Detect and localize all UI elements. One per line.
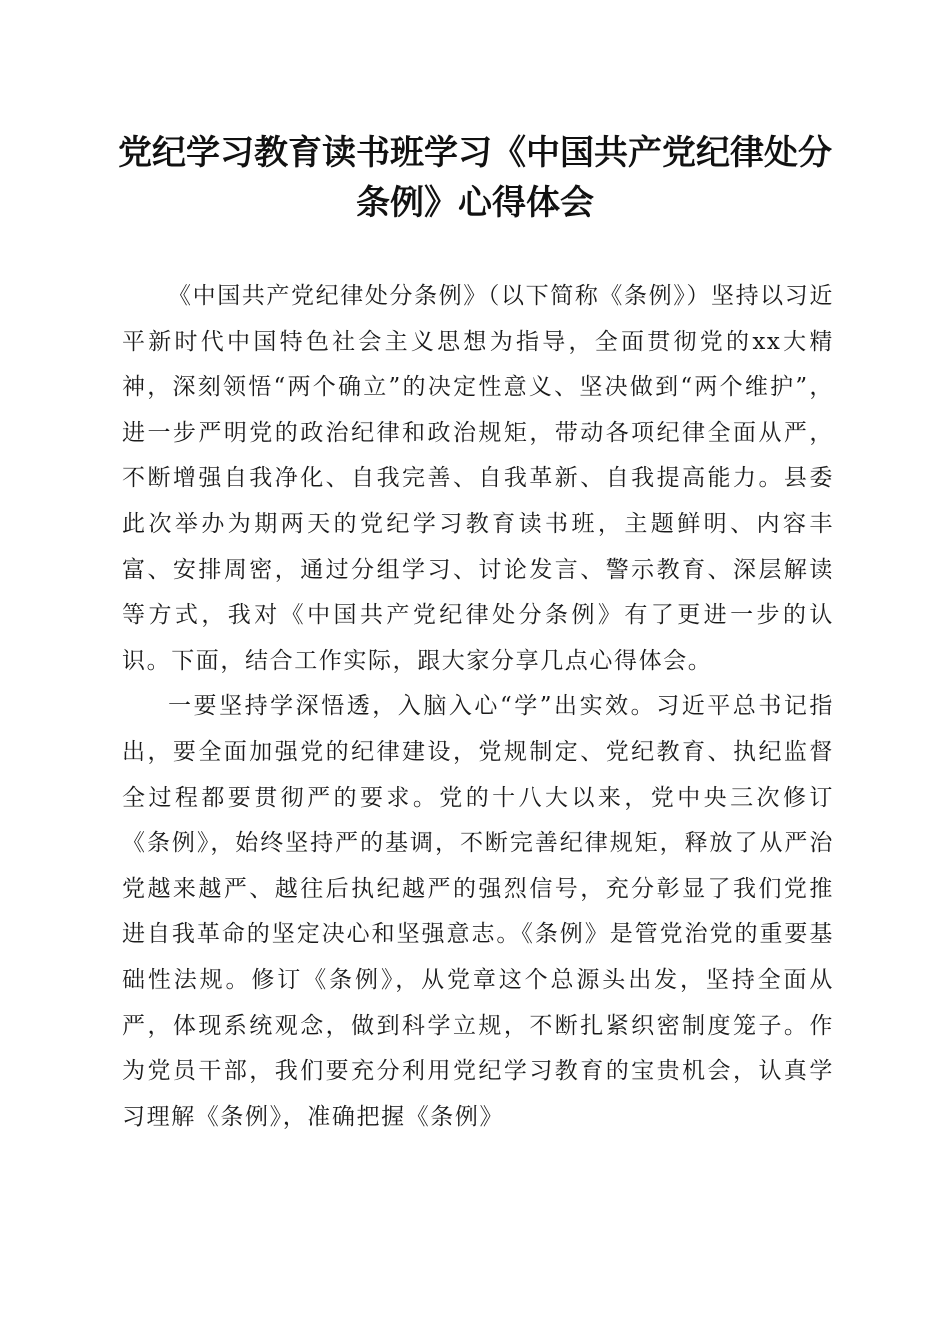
paragraph-intro: 《中国共产党纪律处分条例》（以下简称《条例》）坚持以习近平新时代中国特色社会主义思想为指导，全面贯彻党的xx大精神，深刻领悟“两个确立”的决定性意义、坚决做到“两个维护”，进一步严明党的政治纪律和政治规矩，带动各项纪律全面从严，不断增强自我净化、自我完善、自我革新、自我提高能力。县委此次举办为期两天的党纪学习教育读书班，主题鲜明、内容丰富、安排周密，通过分组学习、讨论发言、警示教育、深层解读等方式，我对《中国共产党纪律处分条例》有了更进一步的认识。下面，结合工作实际，跟大家分享几点心得体会。 <box>122 283 834 674</box>
paragraph-point-one: 一要坚持学深悟透，入脑入心“学”出实效。习近平总书记指出，要全面加强党的纪律建设，党规制定、党纪教育、执纪监督全过程都要贯彻严的要求。党的十八大以来，党中央三次修订《条例》，始终坚持严的基调，不断完善纪律规矩，释放了从严治党越来越严、越往后执纪越严的强烈信号，充分彰显了我们党推进自我革命的坚定决心和坚强意志。《条例》是管党治党的重要基础性法规。修订《条例》，从党章这个总源头出发，坚持全面从严，体现系统观念，做到科学立规，不断扎紧织密制度笼子。作为党员干部，我们要充分利用党纪学习教育的宝贵机会，认真学习理解《条例》，准确把握《条例》 <box>122 693 834 1130</box>
document-title: 党纪学习教育读书班学习《中国共产党纪律处分条例》心得体会 <box>118 133 832 223</box>
document-body <box>122 274 834 1140</box>
